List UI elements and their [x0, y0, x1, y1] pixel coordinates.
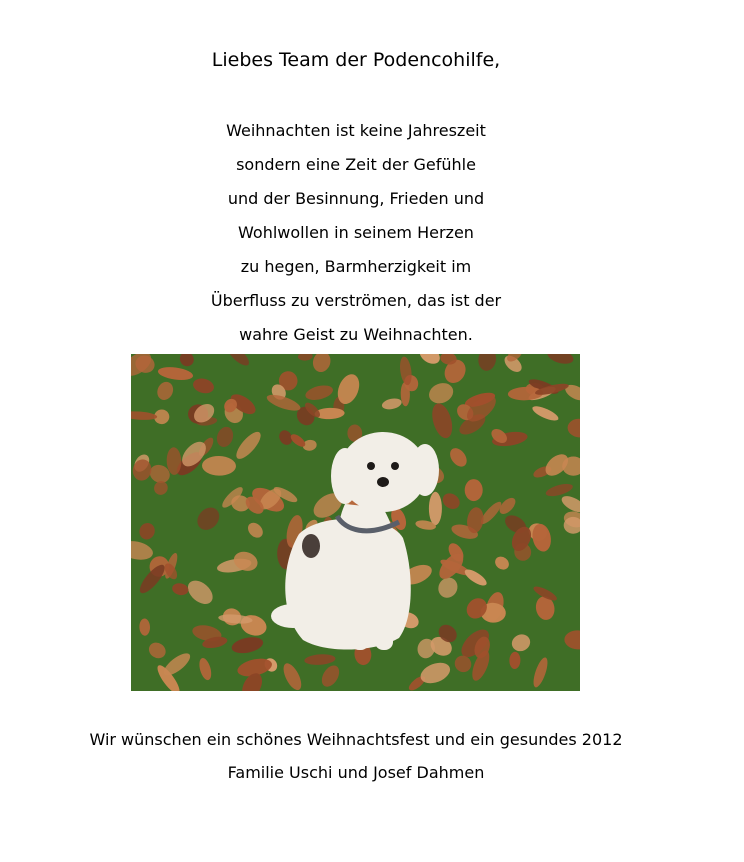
- poem-block: [0, 117, 712, 355]
- closing-block: [0, 726, 712, 792]
- dog-photo: [131, 354, 580, 691]
- letter-greeting: Liebes Team der Podencohilfe,: [211, 49, 501, 71]
- dog-eye: [367, 462, 375, 470]
- leaf: [465, 479, 483, 501]
- dog-front-leg: [351, 600, 369, 650]
- poem-line: Überfluss zu verströmen, das ist der: [210, 291, 502, 310]
- dog-spot: [302, 534, 320, 558]
- poem-line: sondern eine Zeit der Gefühle: [236, 155, 476, 174]
- poem-line: zu hegen, Barmherzigkeit im: [240, 257, 472, 276]
- dog-ear: [411, 444, 439, 496]
- dog-nose: [377, 477, 389, 487]
- dog-front-leg: [375, 600, 393, 650]
- poem-line: Wohlwollen in seinem Herzen: [238, 223, 474, 242]
- poem-line: und der Besinnung, Frieden und: [227, 189, 485, 208]
- dog-eye: [391, 462, 399, 470]
- leaf: [429, 492, 442, 525]
- poem-line: Weihnachten ist keine Jahreszeit: [226, 121, 486, 140]
- closing-wishes: Wir wünschen ein schönes Weihnachtsfest und ein gesundes 2012: [89, 730, 623, 749]
- closing-signature: Familie Uschi und Josef Dahmen: [227, 763, 485, 782]
- dog-ear: [331, 448, 359, 504]
- dog-on-leaves-image: [131, 354, 580, 691]
- poem-line: wahre Geist zu Weihnachten.: [239, 325, 473, 344]
